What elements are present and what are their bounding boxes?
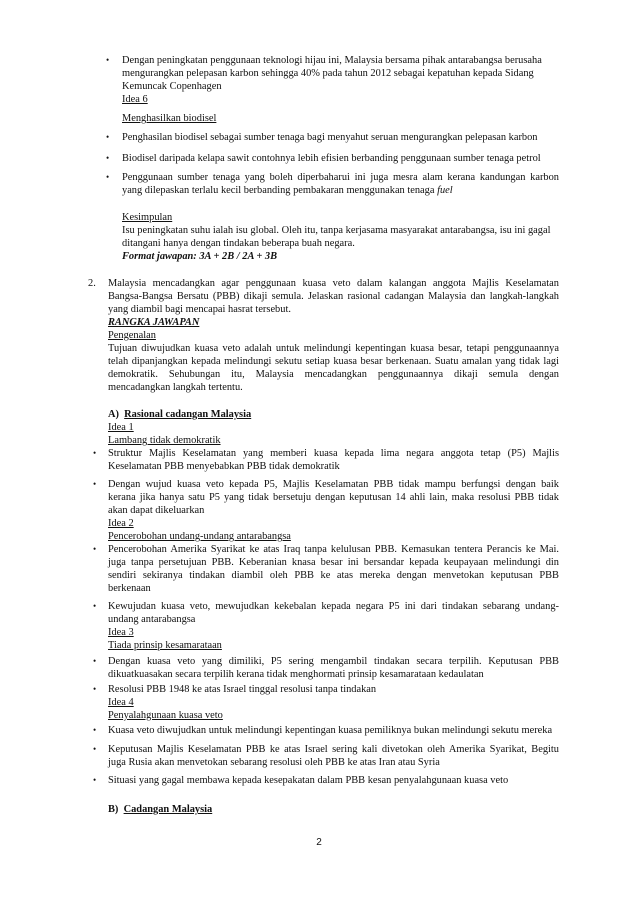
bullet-icon: • (93, 775, 97, 785)
text-line: Resolusi PBB 1948 ke atas Israel tinggal resolusi tanpa tindakan (108, 684, 377, 695)
format-line: Format jawapan: 3A + 2B / 2A + 3B (122, 251, 278, 262)
kesimpulan-label: Kesimpulan (122, 212, 173, 223)
text-line (122, 184, 453, 197)
text-line: Biodisel daripada kelapa sawit contohnya lebih efisien berbanding penggunaan sumber tenaga petrol (122, 153, 541, 164)
text-line: ditangani hanya dengan tindakan beberapa buah negara. (122, 238, 355, 249)
text-line: telah dipanjangkan kepada melindungi sekutu setiap kuasa besar berkenaan. Suatu amalan yang tidak lagi (108, 356, 559, 367)
bullet-icon: • (93, 656, 97, 666)
text-line: Dengan wujud kuasa veto kepada P5, Majlis Keselamatan PBB tidak mampu berfungsi dengan baik (108, 479, 559, 490)
text-line: yang diambil bagi mencapai hasrat tersebut. (108, 304, 291, 315)
bullet-icon: • (106, 172, 110, 182)
text-line: Isu peningkatan suhu ialah isu global. Oleh itu, tanpa kerjasama masyarakat antarabangsa, isu ini gagal (122, 225, 551, 236)
rangka-heading: RANGKA JAWAPAN (108, 317, 200, 328)
bullet-icon: • (93, 544, 97, 554)
text-line: sendiri sekiranya tindakan diambil oleh PBB ke atas mereka dengan menvetokan keputusan PBB (108, 570, 559, 581)
section-letter: A) (108, 409, 119, 420)
idea-label: Idea 3 (108, 627, 134, 638)
text-line: Penghasilan biodisel sebagai sumber tenaga bagi menyahut seruan mengurangkan pelepasan karbon (122, 132, 538, 143)
text-line: Situasi yang gagal membawa kepada kesepakatan dalam PBB kesan penyalahgunaan kuasa veto (108, 775, 509, 786)
bullet-icon: • (106, 153, 110, 163)
section-b-heading (108, 803, 212, 816)
text-line: Malaysia mencadangkan agar penggunaan kuasa veto dalam kalangan anggota Majlis Keselamatan (108, 278, 559, 289)
text-line: Kuasa veto diwujudkan untuk melindungi kepentingan kuasa pemiliknya bukan melindungi sekutu mereka (108, 725, 553, 736)
text-line: mengurangkan pelepasan karbon sehingga 40% pada tahun 2012 sebagai kepatuhan kepada Sidang (122, 68, 534, 79)
question-number: 2. (88, 278, 96, 289)
text-line: mencadangkan langkah tertentu. (108, 382, 243, 393)
text-line: Pencerobohan Amerika Syarikat ke atas Iraq tanpa kelulusan PBB. Kemasukan tentera Perancis ke Mai. (108, 544, 559, 555)
bullet-icon: • (106, 55, 110, 65)
text-line: juga Rusia akan menvetokan sebarang resolusi oleh PBB ke atas Iran atau Syria (108, 757, 440, 768)
idea-title: Menghasilkan biodisel (122, 113, 217, 124)
idea-label: Idea 4 (108, 697, 134, 708)
text-line: Bangsa-Bangsa Bersatu (PBB) dikaji semula. Jelaskan rasional cadangan Malaysia dan langkah-langkah (108, 291, 559, 302)
text-line: Dengan kuasa veto yang dimiliki, P5 sering mengambil tindakan secara terpilih. Keputusan PBB (108, 656, 559, 667)
text-run: yang dilepaskan terlalu kecil berbanding pembakaran menggunakan tenaga (122, 185, 438, 196)
text-line: Kewujudan kuasa veto, mewujudkan kekebalan kepada negara P5 ini dari tindakan sebarang undang- (108, 601, 559, 612)
bullet-icon: • (93, 725, 97, 735)
idea-title: Penyalahgunaan kuasa veto (108, 710, 223, 721)
text-line: dikuatkuasakan secara terpilih kerana tidak menghormati prinsip kesamarataan kedaulatan (108, 669, 484, 680)
text-line: kerana jika hanya satu P5 yang tidak bersetuju dengan keputusan 14 ahli lain, maka resolusi PBB tidak (108, 492, 559, 503)
text-line: Struktur Majlis Keselamatan yang memberi kuasa kepada lima negara anggota tetap (P5) Majlis (108, 448, 559, 459)
text-line: akan dapat dikeluarkan (108, 505, 205, 516)
section-letter: B) (108, 804, 119, 815)
bullet-icon: • (93, 684, 97, 694)
idea-label: Idea 1 (108, 422, 134, 433)
text-line: demokratik. Sehubungan itu, Malaysia mencadangkan penggunaannya dikaji semula dengan (108, 369, 559, 380)
bullet-icon: • (93, 479, 97, 489)
idea-title: Pencerobohan undang-undang antarabangsa (108, 531, 291, 542)
text-line: Kemuncak Copenhagen (122, 81, 222, 92)
text-line: berkenaan (108, 583, 151, 594)
section-title: Rasional cadangan Malaysia (124, 409, 252, 420)
text-line: Tujuan diwujudkan kuasa veto adalah untuk melindungi kepentingan kuasa besar, tetapi penggunaannya (108, 343, 559, 354)
pengenalan-label: Pengenalan (108, 330, 156, 341)
italic-term: fuel (437, 185, 453, 196)
text-line: juga tanpa persetujuan PBB. Keberanian knasa besar ini bersandar kepada keupayaan melindungi din (108, 557, 559, 568)
bullet-icon: • (106, 132, 110, 142)
bullet-icon: • (93, 601, 97, 611)
text-line: undang antarabangsa (108, 614, 196, 625)
text-line: Dengan peningkatan penggunaan teknologi hijau ini, Malaysia bersama pihak antarabangsa berusaha (122, 55, 542, 66)
page-number: 2 (316, 837, 322, 848)
text-line: Keselamatan PBB menyebabkan PBB tidak demokratik (108, 461, 340, 472)
idea-title: Tiada prinsip kesamarataan (108, 640, 222, 651)
section-title: Cadangan Malaysia (123, 804, 213, 815)
section-a-heading (108, 408, 251, 421)
text-line: Penggunaan sumber tenaga yang boleh diperbaharui ini juga mesra alam kerana kandungan karbon (122, 172, 559, 183)
text-line: Keputusan Majlis Keselamatan PBB ke atas Israel sering kali divetokan oleh Amerika Syarikat, Begitu (108, 744, 559, 755)
idea-title: Lambang tidak demokratik (108, 435, 221, 446)
bullet-icon: • (93, 744, 97, 754)
idea-label: Idea 6 (122, 94, 148, 105)
idea-label: Idea 2 (108, 518, 134, 529)
bullet-icon: • (93, 448, 97, 458)
